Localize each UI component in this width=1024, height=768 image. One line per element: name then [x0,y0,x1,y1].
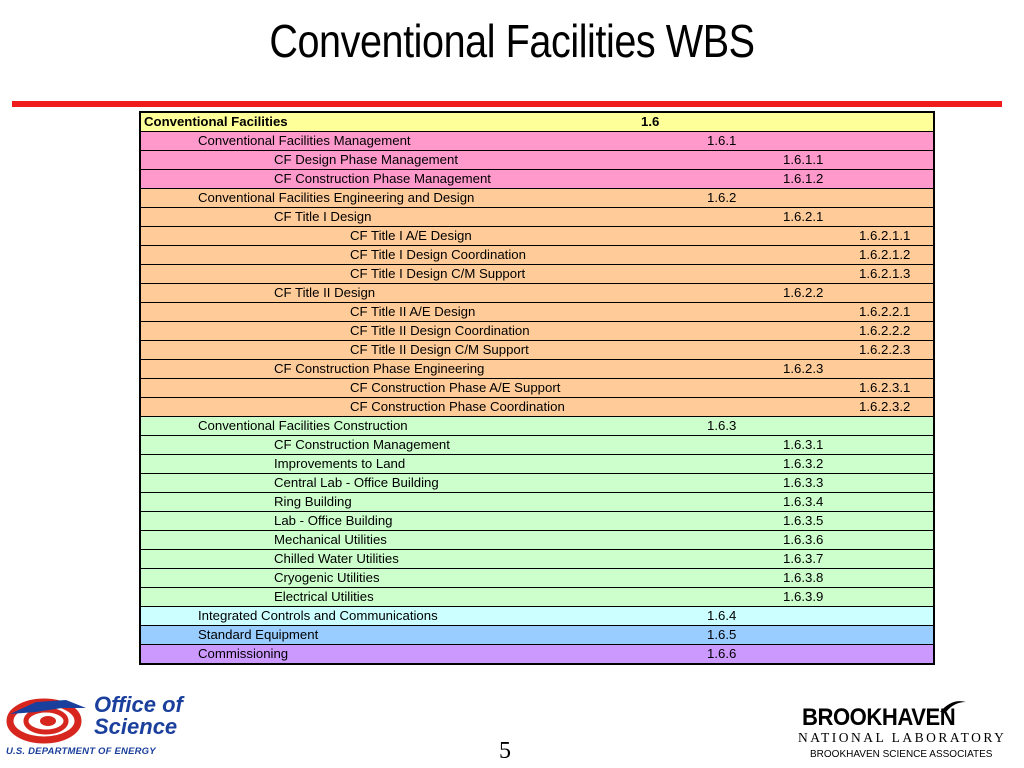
wbs-item-code: 1.6 [641,114,660,129]
wbs-item-name: Conventional Facilities Engineering and Design [140,189,638,208]
brookhaven-logo [796,700,1012,764]
wbs-empty-cell [638,227,706,246]
wbs-empty-cell [638,284,706,303]
wbs-row [140,322,934,341]
wbs-empty-cell [638,341,706,360]
doe-swirl-icon [6,694,90,744]
wbs-empty-cell [858,626,934,645]
wbs-row [140,398,934,417]
wbs-row [140,303,934,322]
wbs-empty-cell [706,170,782,189]
wbs-empty-cell [638,550,706,569]
wbs-empty-cell [782,227,858,246]
wbs-row [140,265,934,284]
wbs-empty-cell [858,360,934,379]
wbs-row [140,474,934,493]
wbs-empty-cell [858,132,934,151]
wbs-empty-cell [858,512,934,531]
wbs-item-name: Ring Building [140,493,638,512]
wbs-row [140,284,934,303]
wbs-item-code: 1.6.2.1 [782,208,858,227]
wbs-item-code: 1.6.3.5 [782,512,858,531]
national-laboratory-text: NATIONAL LABORATORY [798,730,1007,745]
doe-office-of-science-logo [6,694,221,760]
wbs-row [140,531,934,550]
wbs-item-code: 1.6.2.2 [782,284,858,303]
wbs-empty-cell [638,512,706,531]
wbs-empty-cell [706,112,782,132]
wbs-empty-cell [782,645,858,665]
wbs-empty-cell [638,208,706,227]
wbs-item-name: Lab - Office Building [140,512,638,531]
wbs-empty-cell [638,170,706,189]
wbs-item-name: Standard Equipment [140,626,638,645]
wbs-empty-cell [638,455,706,474]
brookhaven-name: BROOKHAVEN [802,704,956,731]
wbs-empty-cell [706,360,782,379]
wbs-empty-cell [638,265,706,284]
wbs-empty-cell [782,112,858,132]
wbs-empty-cell [638,607,706,626]
wbs-table [139,111,935,665]
wbs-item-code: 1.6.3.9 [782,588,858,607]
wbs-empty-cell [782,607,858,626]
wbs-item-name: CF Title II A/E Design [140,303,638,322]
wbs-empty-cell [706,474,782,493]
wbs-empty-cell [638,588,706,607]
wbs-empty-cell [706,322,782,341]
wbs-empty-cell [858,417,934,436]
wbs-empty-cell [706,246,782,265]
wbs-item-name: CF Title I Design [140,208,638,227]
wbs-row [140,626,934,645]
wbs-empty-cell [706,227,782,246]
wbs-row [140,360,934,379]
wbs-item-code: 1.6.2.3 [782,360,858,379]
wbs-item-name: CF Construction Phase Management [140,170,638,189]
wbs-empty-cell [638,493,706,512]
wbs-row [140,246,934,265]
wbs-item-name: Chilled Water Utilities [140,550,638,569]
brookhaven-science-associates-text: BROOKHAVEN SCIENCE ASSOCIATES [810,749,993,760]
wbs-empty-cell [638,189,706,208]
wbs-empty-cell [706,284,782,303]
wbs-table-body [140,112,934,664]
wbs-empty-cell [858,569,934,588]
wbs-empty-cell [782,189,858,208]
wbs-item-name: Central Lab - Office Building [140,474,638,493]
wbs-empty-cell [706,208,782,227]
wbs-item-code: 1.6.2.3.2 [858,398,934,417]
wbs-empty-cell [858,645,934,665]
doe-department-text: U.S. DEPARTMENT OF ENERGY [6,746,156,757]
wbs-row [140,227,934,246]
wbs-row [140,493,934,512]
wbs-empty-cell [782,322,858,341]
wbs-item-code: 1.6.1.2 [782,170,858,189]
wbs-item-code: 1.6.2.2.2 [858,322,934,341]
wbs-row [140,569,934,588]
wbs-row [140,607,934,626]
wbs-item-code: 1.6.1.1 [782,151,858,170]
wbs-empty-cell [638,360,706,379]
wbs-empty-cell [782,379,858,398]
wbs-empty-cell [858,455,934,474]
wbs-empty-cell [858,493,934,512]
doe-science-text: Science [94,714,178,739]
wbs-empty-cell [638,151,706,170]
wbs-empty-cell [706,379,782,398]
wbs-empty-cell [858,170,934,189]
wbs-empty-cell [706,531,782,550]
wbs-empty-cell [706,493,782,512]
wbs-empty-cell [638,531,706,550]
wbs-item-code: 1.6.2 [706,189,782,208]
wbs-empty-cell [782,132,858,151]
wbs-empty-cell [638,132,706,151]
wbs-item-name: CF Design Phase Management [140,151,638,170]
wbs-empty-cell [638,417,706,436]
wbs-empty-cell [706,265,782,284]
wbs-empty-cell [706,303,782,322]
wbs-empty-cell [638,436,706,455]
wbs-item-name: Improvements to Land [140,455,638,474]
wbs-empty-cell [706,151,782,170]
wbs-item-name: CF Construction Phase A/E Support [140,379,638,398]
wbs-row [140,588,934,607]
wbs-empty-cell [638,303,706,322]
wbs-row [140,208,934,227]
wbs-item-code: 1.6.1 [706,132,782,151]
wbs-item-name: Conventional Facilities 1.6 [140,112,638,132]
wbs-empty-cell [782,246,858,265]
wbs-row [140,132,934,151]
wbs-item-code: 1.6.2.1.3 [858,265,934,284]
wbs-empty-cell [858,436,934,455]
wbs-item-code: 1.6.5 [706,626,782,645]
wbs-item-code: 1.6.3.7 [782,550,858,569]
wbs-empty-cell [858,588,934,607]
wbs-item-code: 1.6.6 [706,645,782,665]
wbs-empty-cell [858,550,934,569]
wbs-row [140,189,934,208]
wbs-empty-cell [858,208,934,227]
wbs-item-code: 1.6.2.3.1 [858,379,934,398]
wbs-row [140,417,934,436]
wbs-empty-cell [782,417,858,436]
wbs-empty-cell [706,550,782,569]
wbs-empty-cell [706,588,782,607]
title-rule [12,101,1002,107]
wbs-item-name: CF Title I Design Coordination [140,246,638,265]
wbs-item-name: CF Title II Design C/M Support [140,341,638,360]
wbs-empty-cell [638,322,706,341]
wbs-item-code: 1.6.3.1 [782,436,858,455]
wbs-empty-cell [858,112,934,132]
wbs-empty-cell [782,265,858,284]
wbs-item-name: Conventional Facilities Construction [140,417,638,436]
wbs-empty-cell [638,246,706,265]
wbs-empty-cell [638,626,706,645]
wbs-item-code: 1.6.2.2.3 [858,341,934,360]
wbs-empty-cell [638,569,706,588]
wbs-empty-cell [782,341,858,360]
wbs-row [140,512,934,531]
wbs-item-code: 1.6.3.4 [782,493,858,512]
wbs-item-name: Cryogenic Utilities [140,569,638,588]
wbs-item-name: CF Construction Management [140,436,638,455]
wbs-row [140,112,934,132]
wbs-empty-cell [782,398,858,417]
wbs-empty-cell [706,512,782,531]
wbs-empty-cell [858,607,934,626]
wbs-empty-cell [706,341,782,360]
wbs-item-name: CF Title I A/E Design [140,227,638,246]
wbs-item-name: Electrical Utilities [140,588,638,607]
wbs-row [140,341,934,360]
wbs-empty-cell [706,436,782,455]
wbs-empty-cell [858,151,934,170]
page-number: 5 [499,738,511,764]
wbs-empty-cell [706,398,782,417]
wbs-row [140,151,934,170]
wbs-item-code: 1.6.3.3 [782,474,858,493]
wbs-item-code: 1.6.2.1.1 [858,227,934,246]
wbs-item-name: Mechanical Utilities [140,531,638,550]
wbs-item-code: 1.6.3.8 [782,569,858,588]
wbs-item-name: CF Construction Phase Coordination [140,398,638,417]
wbs-row [140,170,934,189]
wbs-item-code: 1.6.2.2.1 [858,303,934,322]
wbs-row [140,455,934,474]
wbs-empty-cell [638,398,706,417]
wbs-item-name: CF Title II Design [140,284,638,303]
wbs-row [140,645,934,665]
wbs-empty-cell [782,303,858,322]
wbs-row [140,436,934,455]
wbs-empty-cell [638,379,706,398]
wbs-item-name: CF Title I Design C/M Support [140,265,638,284]
wbs-item-name: CF Title II Design Coordination [140,322,638,341]
wbs-item-code: 1.6.2.1.2 [858,246,934,265]
wbs-item-name: Integrated Controls and Communications [140,607,638,626]
wbs-empty-cell [706,455,782,474]
slide-title: Conventional Facilities WBS [269,15,755,67]
wbs-empty-cell [706,569,782,588]
wbs-empty-cell [782,626,858,645]
wbs-item-code: 1.6.3 [706,417,782,436]
wbs-item-name: Commissioning [140,645,638,665]
wbs-empty-cell [858,284,934,303]
wbs-item-code: 1.6.4 [706,607,782,626]
wbs-item-code: 1.6.3.2 [782,455,858,474]
wbs-row [140,550,934,569]
wbs-item-name: CF Construction Phase Engineering [140,360,638,379]
doe-office-of-text: Office of [94,692,183,717]
wbs-empty-cell [858,189,934,208]
wbs-empty-cell [858,474,934,493]
wbs-item-name: Conventional Facilities Management [140,132,638,151]
wbs-item-code: 1.6.3.6 [782,531,858,550]
wbs-empty-cell [858,531,934,550]
wbs-empty-cell [638,645,706,665]
wbs-empty-cell [638,474,706,493]
wbs-row [140,379,934,398]
